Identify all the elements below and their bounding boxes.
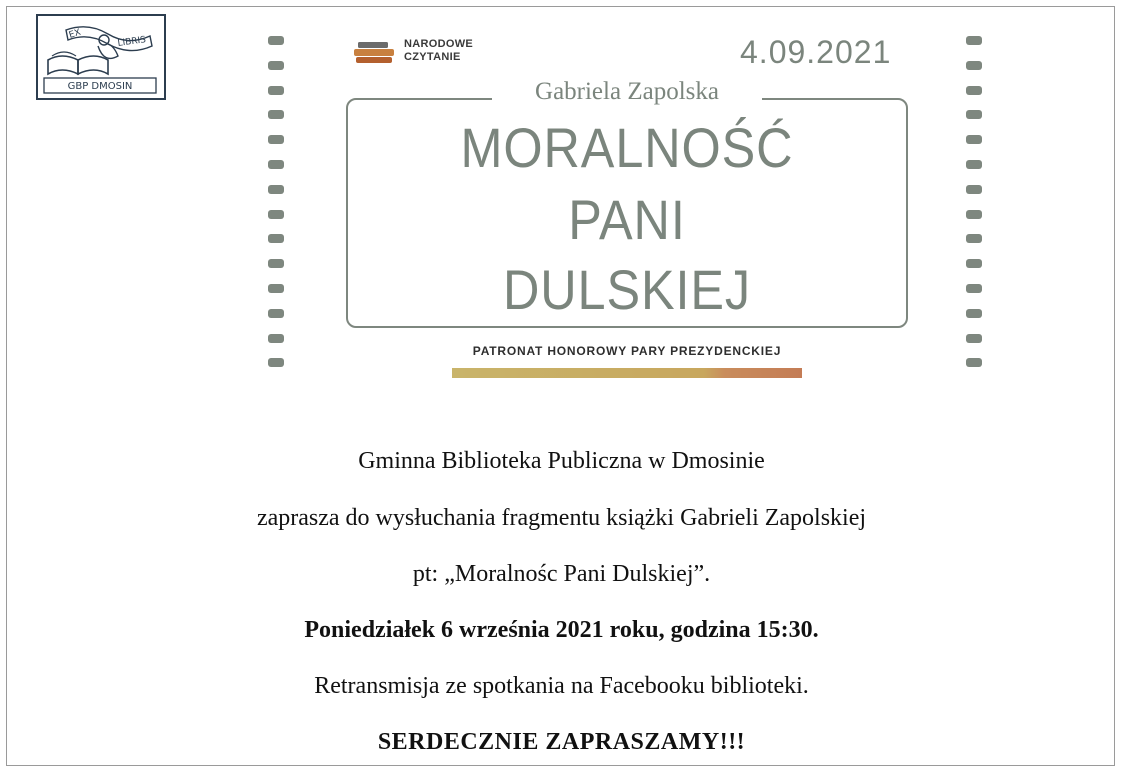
book-title-line-3: DULSKIEJ xyxy=(502,258,752,321)
owl-book-icon xyxy=(38,16,164,98)
invitation-broadcast-note: Retransmisja ze spotkania na Facebooku biblioteki. xyxy=(314,673,809,699)
campaign-line-1: NARODOWE xyxy=(404,38,474,50)
invitation-closing: SERDECZNIE ZAPRASZAMY!!! xyxy=(377,729,746,755)
author-name: Gabriela Zapolska xyxy=(492,78,762,106)
stamp-label: GBP DMOSIN xyxy=(67,81,133,92)
ex-libris-stamp xyxy=(36,14,166,100)
svg-text:LIBRIS: LIBRIS xyxy=(117,35,147,49)
campaign-line-2: CZYTANIE xyxy=(404,51,461,63)
book-title-line-1: MORALNOŚĆ xyxy=(460,116,794,179)
decorative-bar xyxy=(452,368,802,378)
film-perforations-right xyxy=(966,36,982,383)
invitation-text: zaprasza do wysłuchania fragmentu książki Gabrieli Zapolskiej xyxy=(256,505,867,531)
book-stack-icon xyxy=(352,42,396,64)
patronage-text: PATRONAT HONOROWY PARY PREZYDENCKIEJ xyxy=(472,344,782,358)
film-perforations-left xyxy=(268,36,284,383)
invitation-date-time: Poniedziałek 6 września 2021 roku, godzina 15:30. xyxy=(304,617,819,643)
svg-text:EX: EX xyxy=(67,27,83,41)
book-title-line-2: PANI xyxy=(568,188,686,251)
invitation-organizer: Gminna Biblioteka Publiczna w Dmosinie xyxy=(358,448,765,474)
narodowe-czytanie-logo xyxy=(352,36,502,70)
invitation-book-title: pt: „Moralnośc Pani Dulskiej”. xyxy=(412,561,711,587)
event-date: 4.09.2021 xyxy=(740,34,892,70)
